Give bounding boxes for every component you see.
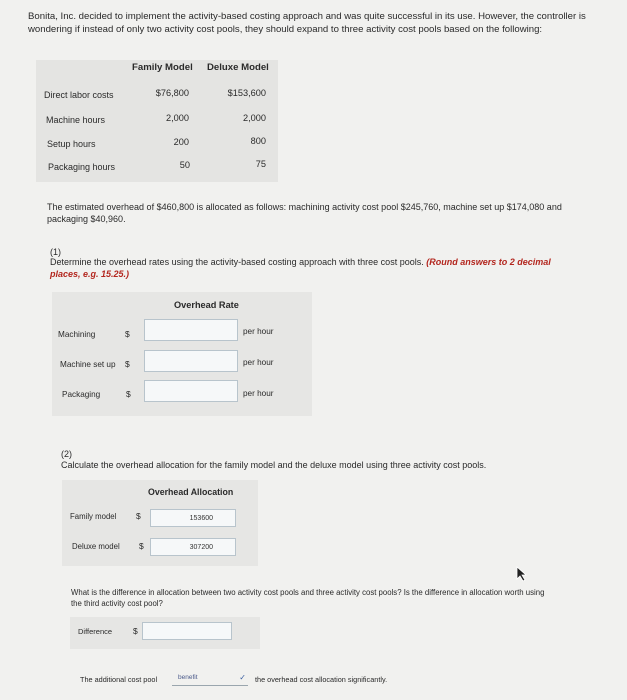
family-allocation-input[interactable]	[150, 509, 236, 527]
mouse-cursor-icon	[516, 566, 528, 582]
machining-unit: per hour	[243, 327, 274, 336]
overhead-rate-header: Overhead Rate	[174, 300, 239, 310]
machining-rate-input[interactable]	[144, 319, 238, 341]
row-label-machine-hours: Machine hours	[46, 115, 106, 125]
part1-rounding-note: (Round answers to 2 decimal places, e.g. 15.25.)	[50, 257, 551, 279]
part1-number: (1)	[50, 247, 61, 257]
family-model-currency: $	[136, 511, 141, 521]
deluxe-packaging-hours: 75	[255, 159, 266, 169]
machine-setup-rate-input[interactable]	[144, 350, 238, 372]
deluxe-model-label: Deluxe model	[72, 542, 120, 551]
machine-setup-currency: $	[125, 359, 130, 369]
machine-setup-unit: per hour	[243, 358, 274, 367]
difference-label: Difference	[78, 627, 113, 636]
chevron-down-icon: ✓	[239, 673, 246, 682]
deluxe-machine-hours: 2,000	[243, 113, 266, 123]
part2-number: (2)	[61, 449, 72, 459]
sentence-end: the overhead cost allocation significantly.	[255, 675, 388, 684]
row-label-packaging-hours: Packaging hours	[48, 162, 116, 172]
part1-instruction-text: Determine the overhead rates using the activity-based costing approach with three cost pools.	[50, 257, 424, 267]
family-model-label: Family model	[70, 512, 117, 521]
sentence-start: The additional cost pool	[80, 675, 158, 684]
deluxe-direct-labor: $153,600	[227, 88, 266, 98]
part3-question: What is the difference in allocation between two activity cost pools and three activity cost pools? Is the difference in allocation worth using the third activity cost pool?	[71, 588, 545, 608]
header-family-model: Family Model	[132, 62, 193, 73]
row-label-setup-hours: Setup hours	[47, 139, 96, 149]
overhead-allocation-text: The estimated overhead of $460,800 is allocated as follows: machining activity cost pool $245,760, machine set up $174,080 and packaging $40,960.	[47, 202, 562, 224]
overhead-allocation-header: Overhead Allocation	[148, 487, 234, 497]
packaging-unit: per hour	[243, 389, 274, 398]
header-deluxe-model: Deluxe Model	[207, 62, 269, 73]
family-setup-hours: 200	[173, 137, 189, 147]
difference-input[interactable]	[142, 622, 232, 640]
packaging-label: Packaging	[62, 390, 101, 399]
part2-instruction: Calculate the overhead allocation for the family model and the deluxe model using three activity cost pools.	[61, 460, 487, 470]
part1-instruction	[50, 256, 570, 280]
benefit-dropdown-value: benefit	[178, 674, 198, 681]
row-label-direct-labor: Direct labor costs	[44, 90, 114, 100]
difference-currency: $	[133, 626, 138, 636]
intro-paragraph: Bonita, Inc. decided to implement the activity-based costing approach and was quite successful in its use. However, the controller is wondering if instead of only two activity cost pools, they should expand to three activity cost pools based on the following:	[28, 11, 586, 35]
deluxe-setup-hours: 800	[250, 136, 266, 146]
family-machine-hours: 2,000	[166, 113, 189, 123]
deluxe-model-currency: $	[139, 541, 144, 551]
family-packaging-hours: 50	[179, 160, 190, 170]
benefit-dropdown[interactable]	[172, 672, 248, 686]
machining-currency: $	[125, 329, 130, 339]
deluxe-allocation-input[interactable]	[150, 538, 236, 556]
machining-label: Machining	[58, 330, 96, 339]
packaging-rate-input[interactable]	[144, 380, 238, 402]
packaging-currency: $	[126, 389, 131, 399]
machine-setup-label: Machine set up	[60, 360, 116, 369]
family-direct-labor: $76,800	[155, 88, 189, 98]
